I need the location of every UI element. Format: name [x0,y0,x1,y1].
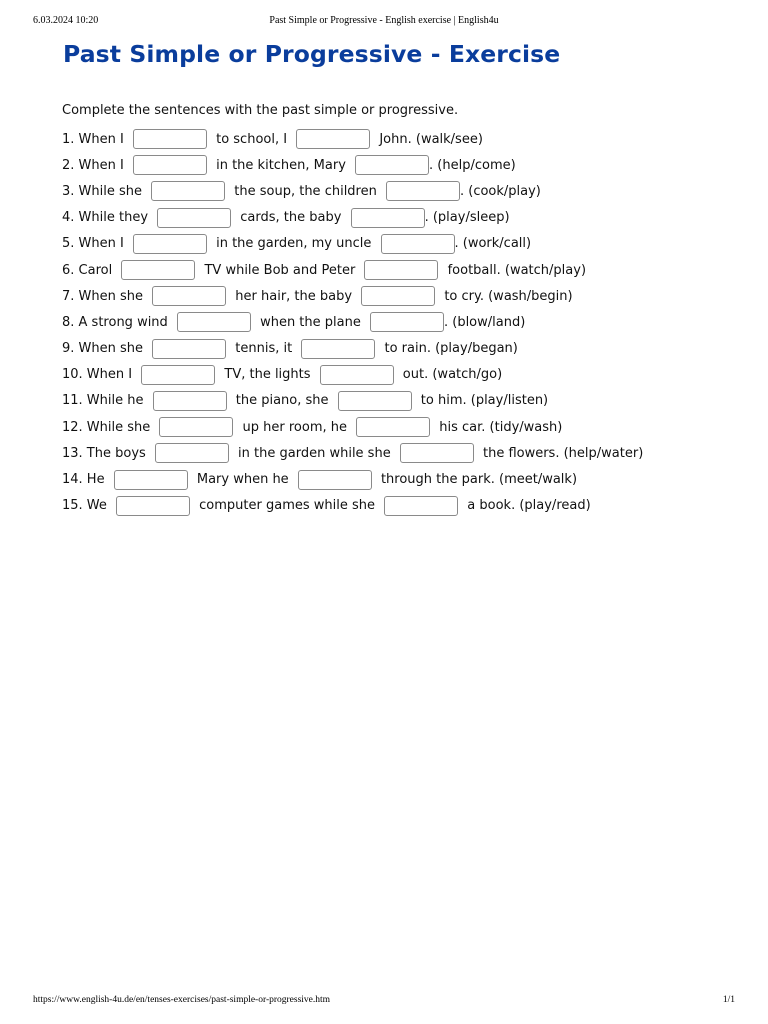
answer-input[interactable] [151,181,225,201]
sentence-text: in the garden, my uncle [211,236,376,252]
sentence-item [62,283,643,309]
sentence-item [62,257,643,283]
sentence-item [62,336,643,362]
sentence-text: in the garden while she [233,445,395,461]
answer-input[interactable] [400,443,474,463]
sentence-text: the soup, the children [230,183,381,199]
sentence-item [62,309,643,335]
answer-input[interactable] [381,234,455,254]
sentence-item [62,388,643,414]
sentence-text: her hair, the baby [231,288,357,304]
sentence-text: the piano, she [231,393,333,409]
print-url: https://www.english-4u.de/en/tenses-exercises/past-simple-or-progressive.htm [33,995,331,1005]
sentence-text: a book. (play/read) [463,498,591,514]
sentence-item [62,231,643,257]
answer-input[interactable] [133,155,207,175]
sentence-text: 13. The boys [62,445,150,461]
sentence-text: 10. When I [62,367,137,383]
answer-input[interactable] [141,365,215,385]
print-date: 6.03.2024 10:20 [33,15,99,26]
exercise-list [62,126,643,519]
sentence-text: the flowers. (help/water) [478,445,644,461]
sentence-text: 4. While they [62,210,153,226]
sentence-item [62,440,643,466]
sentence-text: to cry. (wash/begin) [440,288,573,304]
answer-input[interactable] [384,496,458,516]
instructions: Complete the sentences with the past simple or progressive. [62,103,459,118]
answer-input[interactable] [152,286,226,306]
sentence-text: 8. A strong wind [62,314,172,330]
sentence-text: 15. We [62,498,112,514]
answer-input[interactable] [155,443,229,463]
sentence-item [62,362,643,388]
answer-input[interactable] [361,286,435,306]
answer-input[interactable] [157,208,231,228]
sentence-item [62,466,643,492]
answer-input[interactable] [116,496,190,516]
answer-input[interactable] [153,391,227,411]
sentence-text: computer games while she [195,498,380,514]
sentence-text: 14. He [62,472,109,488]
answer-input[interactable] [114,470,188,490]
sentence-text: . (work/call) [454,236,532,252]
answer-input[interactable] [386,181,460,201]
print-page-number: 1/1 [722,995,735,1005]
sentence-text: . (help/come) [429,157,516,173]
answer-input[interactable] [370,312,444,332]
sentence-text: tennis, it [231,341,297,357]
sentence-item [62,178,643,204]
sentence-text: 11. While he [62,393,148,409]
answer-input[interactable] [338,391,412,411]
answer-input[interactable] [159,417,233,437]
sentence-item [62,152,643,178]
answer-input[interactable] [152,339,226,359]
sentence-text: 1. When I [62,131,128,147]
sentence-item [62,493,643,519]
answer-input[interactable] [320,365,394,385]
sentence-text: to school, I [211,131,292,147]
sentence-text: to rain. (play/began) [380,341,518,357]
sentence-text: when the plane [255,314,365,330]
sentence-text: 6. Carol [62,262,117,278]
sentence-text: TV while Bob and Peter [200,262,360,278]
sentence-text: TV, the lights [220,367,315,383]
sentence-text: . (cook/play) [459,183,541,199]
sentence-text: cards, the baby [236,210,346,226]
print-document-title: Past Simple or Progressive - English exercise | English4u [269,15,499,26]
answer-input[interactable] [356,417,430,437]
sentence-text: his car. (tidy/wash) [435,419,563,435]
answer-input[interactable] [121,260,195,280]
answer-input[interactable] [296,129,370,149]
print-footer [0,995,768,1009]
sentence-text: 2. When I [62,157,128,173]
answer-input[interactable] [298,470,372,490]
sentence-text: . (blow/land) [443,314,526,330]
sentence-text: John. (walk/see) [375,131,483,147]
answer-input[interactable] [133,129,207,149]
sentence-item [62,414,643,440]
sentence-text: 12. While she [62,419,155,435]
answer-input[interactable] [301,339,375,359]
page-title: Past Simple or Progressive - Exercise [63,40,561,68]
answer-input[interactable] [355,155,429,175]
sentence-text: 3. While she [62,183,147,199]
sentence-text: out. (watch/go) [398,367,503,383]
sentence-text: Mary when he [192,472,293,488]
answer-input[interactable] [364,260,438,280]
answer-input[interactable] [351,208,425,228]
sentence-text: up her room, he [238,419,352,435]
sentence-text: football. (watch/play) [443,262,587,278]
sentence-text: to him. (play/listen) [416,393,549,409]
sentence-text: 5. When I [62,236,128,252]
sentence-text: 9. When she [62,341,148,357]
sentence-text: through the park. (meet/walk) [376,472,578,488]
sentence-text: . (play/sleep) [424,210,510,226]
answer-input[interactable] [177,312,251,332]
sentence-item [62,205,643,231]
print-header [0,15,768,29]
sentence-item [62,126,643,152]
sentence-text: 7. When she [62,288,148,304]
answer-input[interactable] [133,234,207,254]
sentence-text: in the kitchen, Mary [211,157,351,173]
